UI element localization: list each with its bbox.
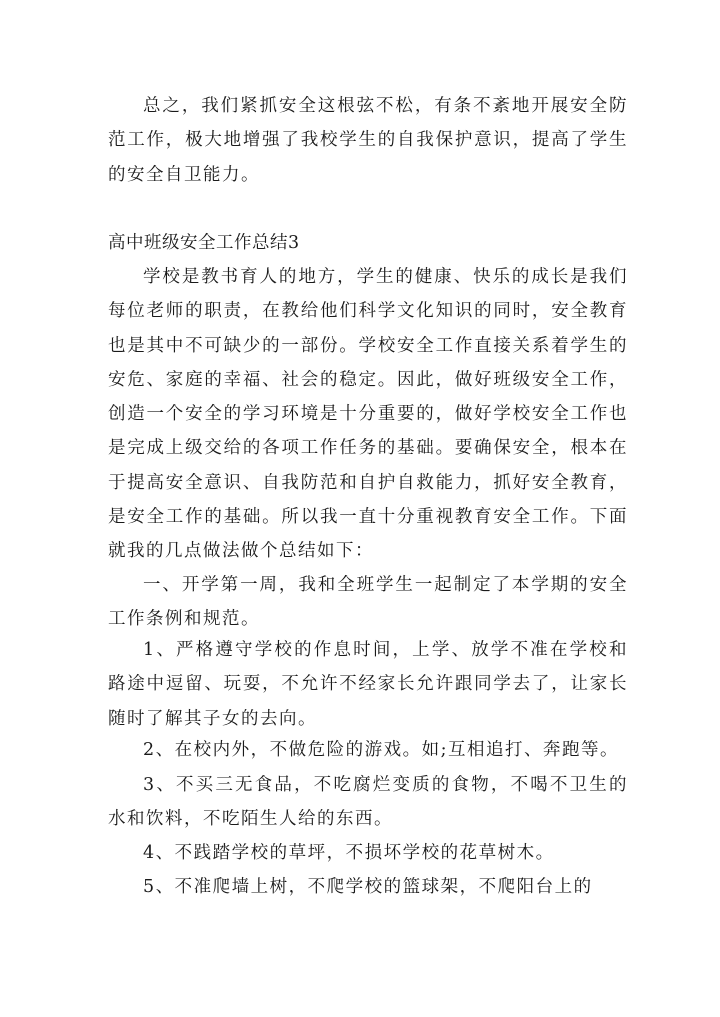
paragraph-rule-4: 4、不践踏学校的草坪，不损坏学校的花草树木。 <box>143 843 555 863</box>
paragraph-intro: 学校是教书育人的地方，学生的健康、快乐的成长是我们每位老师的职责，在教给他们科学文化知识的同时，安全教育也是其中不可缺少的一部份。学校安全工作直接关系着学生的安危、家庭的幸福、社会的稳定。因此，做好班级安全工作，创造一个安全的学习环境是十分重要的，做好学校安全工作也是完成上级交给的各项工作任务的基础。要确保安全，根本在于提高安全意识、自我防范和自护自救能力，抓好安全教育，是安全工作的基础。所以我一直十分重视教育安全工作。下面就我的几点做法做个总结如下： <box>108 267 628 562</box>
paragraph-item-one: 一、开学第一周，我和全班学生一起制定了本学期的安全工作条例和规范。 <box>108 575 628 630</box>
paragraph-rule-2: 2、在校内外，不做危险的游戏。如;互相追打、奔跑等。 <box>143 740 620 760</box>
paragraph-rule-3: 3、不买三无食品，不吃腐烂变质的食物，不喝不卫生的水和饮料，不吃陌生人给的东西。 <box>108 775 628 830</box>
paragraph-rule-5: 5、不准爬墙上树，不爬学校的篮球架，不爬阳台上的 <box>143 877 593 897</box>
paragraph-summary: 总之，我们紧抓安全这根弦不松，有条不紊地开展安全防范工作，极大地增强了我校学生的自我保护意识，提高了学生的安全自卫能力。 <box>108 96 628 185</box>
paragraph-rule-1: 1、严格遵守学校的作息时间，上学、放学不准在学校和路途中逗留、玩耍，不允许不经家长允许跟同学去了，让家长随时了解其子女的去向。 <box>108 640 628 729</box>
section-heading: 高中班级安全工作总结3 <box>108 233 300 253</box>
